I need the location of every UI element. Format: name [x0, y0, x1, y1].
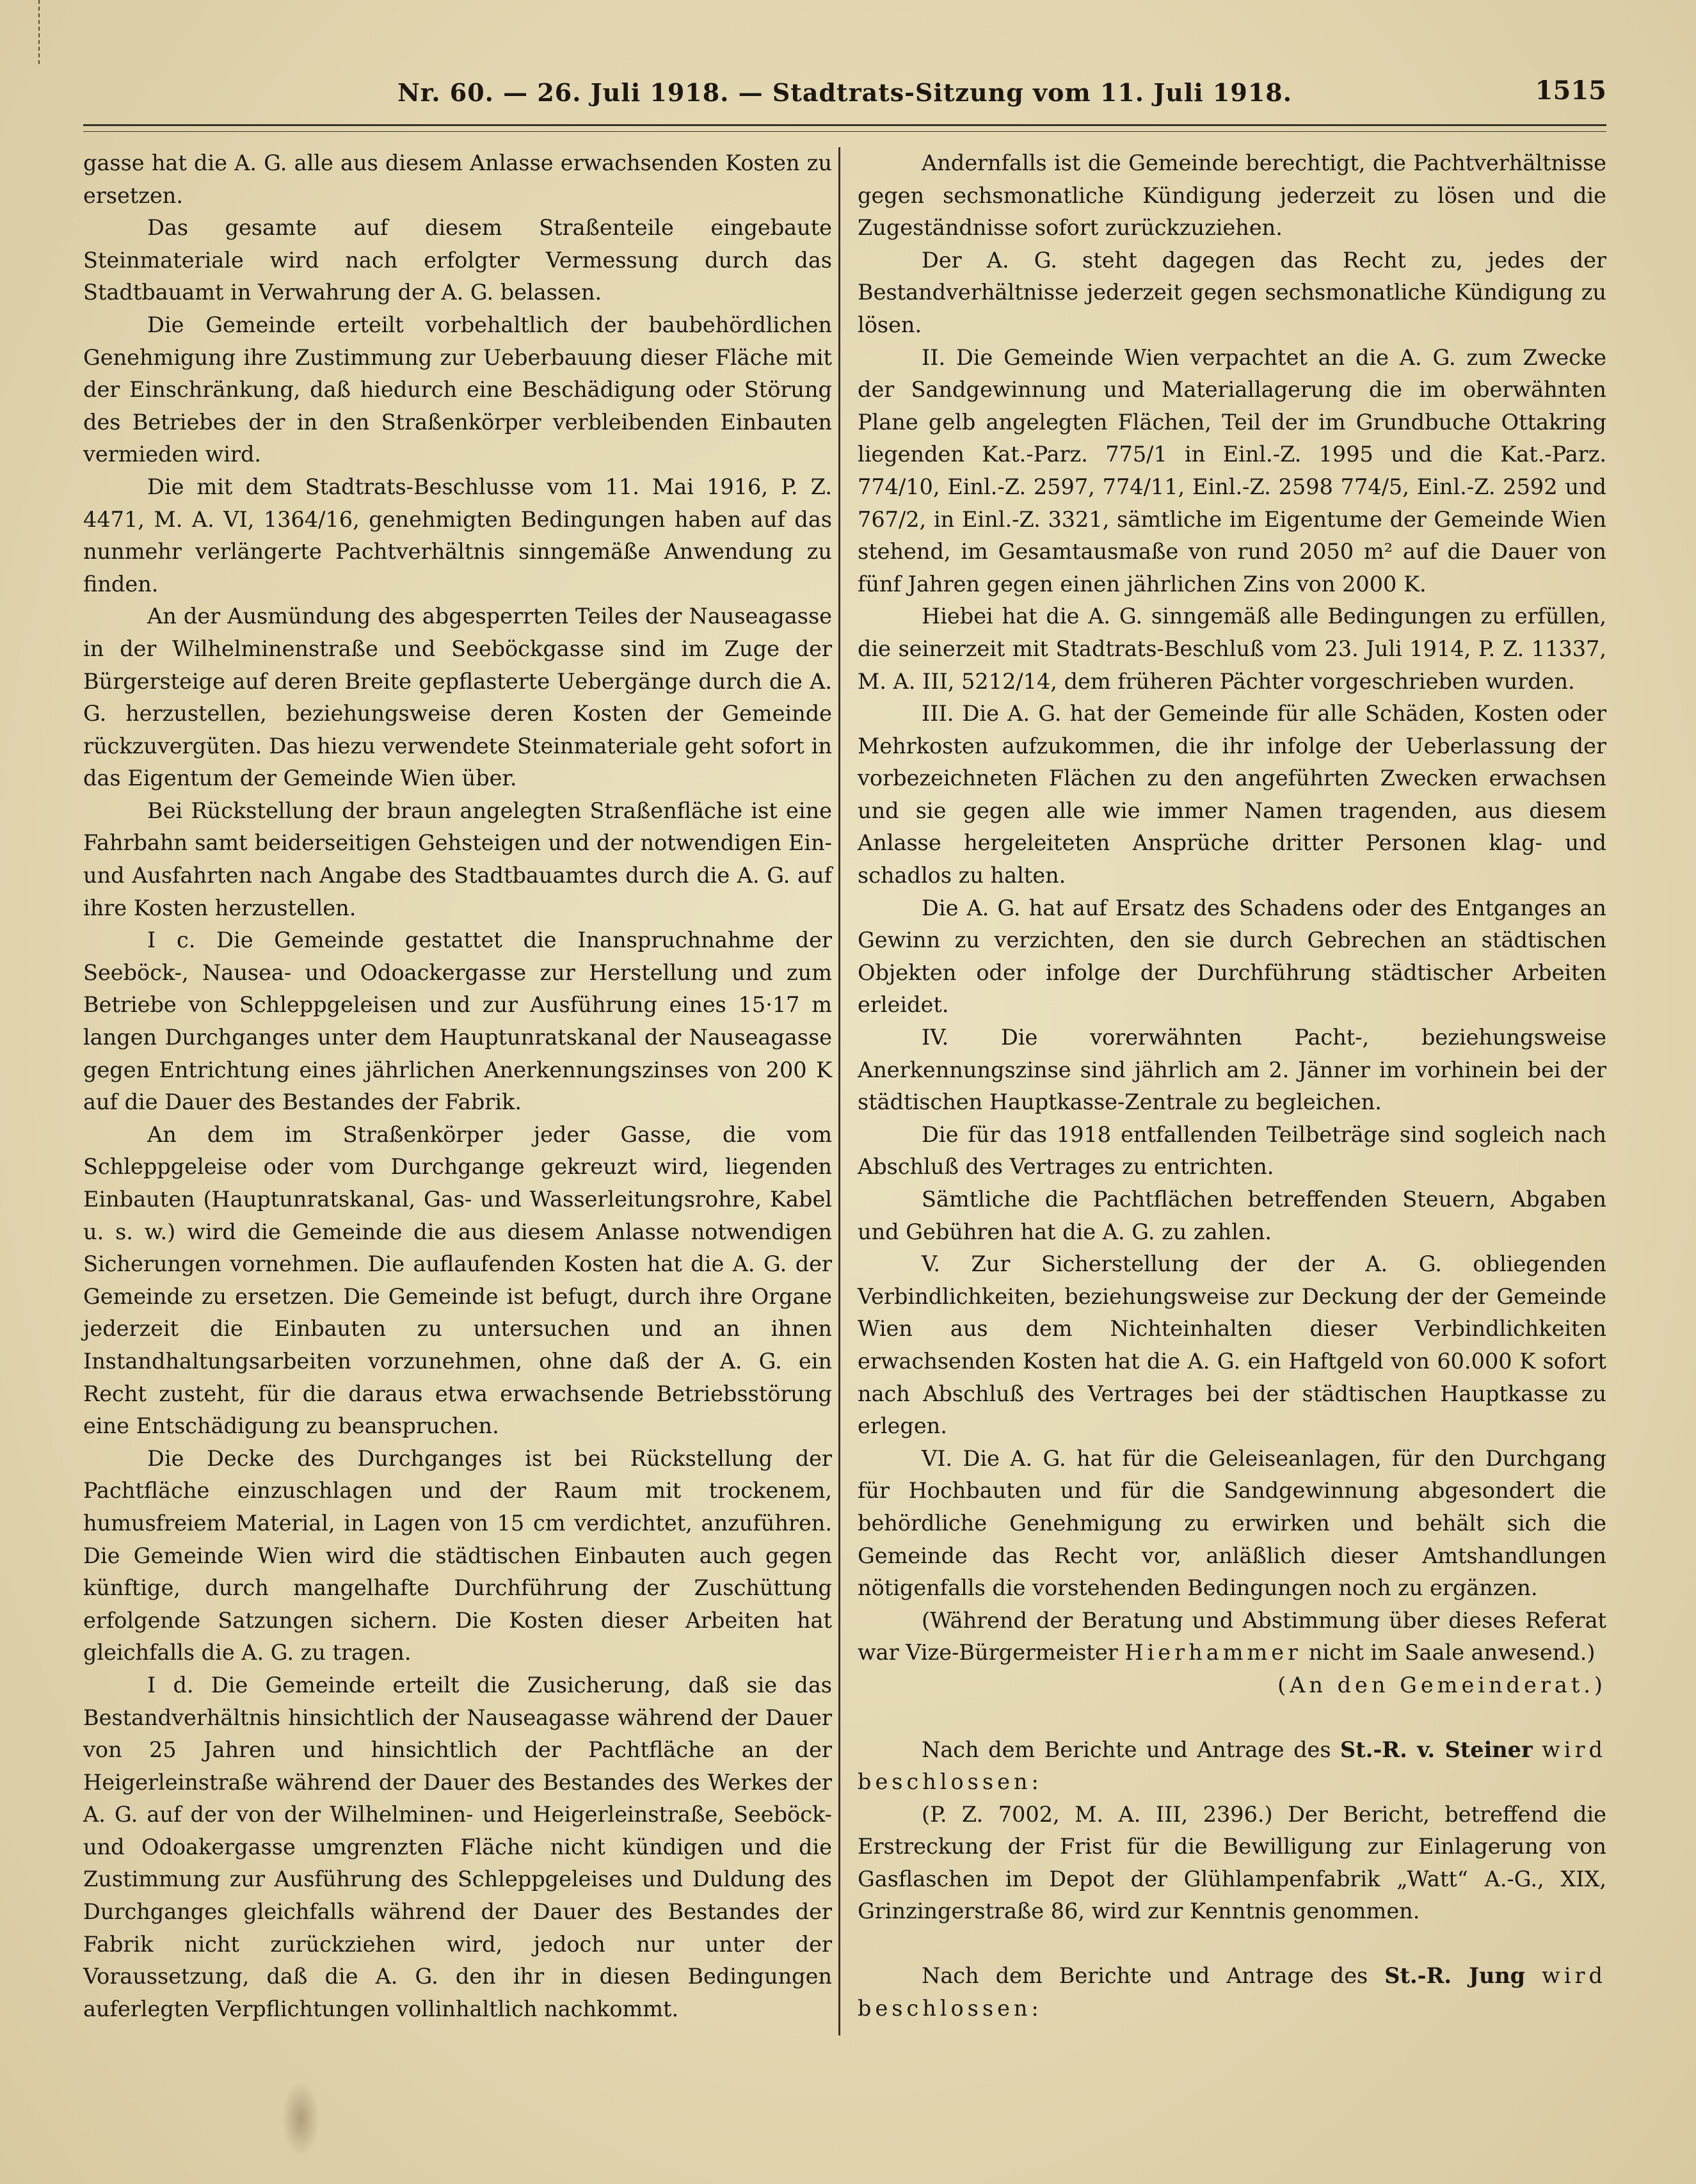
paragraph: Die für das 1918 entfallenden Teilbeträge sind sogleich nach Abschluß des Vertrages zu entrichten. [858, 1121, 1606, 1180]
page-edge-mark [38, 0, 42, 64]
paragraph: gasse hat die A. G. alle aus diesem Anlasse erwachsenden Kosten zu ersetzen. [83, 150, 832, 208]
header-title: Nr. 60. — 26. Juli 1918. — Stadtrats-Sitzung vom 11. Juli 1918. [397, 78, 1292, 107]
abstention-note [858, 1605, 1606, 1669]
decision-heading [858, 1960, 1606, 2025]
paragraph: An dem im Straßenkörper jeder Gasse, die vom Schleppgeleise oder vom Durchgange gekreuzt wird, liegenden Einbauten (Hauptunratskanal, Gas- und Wasserleitungsrohre, Kabel u. s. w.) wird die Gemeinde die aus diesem Anlasse notwendigen Sicherungen vornehmen. Die auflaufenden Kosten hat die A. G. der Gemeinde zu ersetzen. Die Gemeinde ist befugt, durch ihre Organe jederzeit die Einbauten zu untersuchen und an ihnen Instandhaltungsarbeiten vorzunehmen, ohne daß der A. G. ein Recht zusteht, für die daraus etwa erwachsende Betriebsstörung eine Entschädigung zu beanspruchen. [83, 1121, 832, 1439]
page-number: 1515 [1535, 76, 1606, 106]
paragraph: Die mit dem Stadtrats-Beschlusse vom 11. Mai 1916, P. Z. 4471, M. A. VI, 1364/16, genehmigten Bedingungen haben auf das nunmehr verlängerte Pachtverhältnis sinngemäße Anwendung zu finden. [83, 474, 832, 597]
paragraph: Die Decke des Durchganges ist bei Rückstellung der Pachtfläche einzuschlagen und der Raum mit trockenem, humusfreiem Material, in Lagen von 15 cm verdichtet, anzuführen. Die Gemeinde Wien wird die städtischen Einbauten auch gegen künftige, durch mangelhafte Durchführung der Zuschüttung erfolgende Satzungen sichern. Die Kosten dieser Arbeiten hat gleichfalls die A. G. zu tragen. [83, 1445, 832, 1666]
paragraph: IV. Die vorerwähnten Pacht-, beziehungsweise Anerkennungszinse sind jährlich am 2. Jänner im vorhinein bei der städtischen Hauptkasse-Zentrale zu begleichen. [858, 1025, 1606, 1115]
page-stain [282, 2080, 320, 2157]
section-gap [858, 1928, 1606, 1960]
paragraph: Andernfalls ist die Gemeinde berechtigt, die Pachtverhältnisse gegen sechsmonatliche Kündigung jederzeit zu lösen und die Zugeständnisse sofort zurückzuziehen. [858, 150, 1606, 241]
right-column [858, 147, 1606, 2093]
paragraph: VI. Die A. G. hat für die Geleiseanlagen, für den Durchgang für Hochbauten und für die Sandgewinnung abgesondert die behördliche Genehmigung zu erwirken und behält sich die Gemeinde das Recht vor, anläßlich dieser Amtshandlungen nötigenfalls die vorstehenden Bedingungen noch zu ergänzen. [858, 1445, 1606, 1601]
paragraph: III. Die A. G. hat der Gemeinde für alle Schäden, Kosten oder Mehrkosten aufzukommen, die ihr infolge der Ueberlassung der vorbezeichneten Flächen zu den angeführten Zwecken erwachsen und sie gegen alle wie immer Namen tragenden, aus diesem Anlasse hergeleiteten Ansprüche dritter Personen klag- und schadlos zu halten. [858, 701, 1606, 888]
referral-note: (An den Gemeinderat.) [1277, 1672, 1606, 1698]
paragraph: I d. Die Gemeinde erteilt die Zusicherung, daß sie das Bestandverhältnis hinsichtlich der Nauseagasse während der Dauer von 25 Jahren und hinsichtlich der Pachtfläche an der Heigerleinstraße während der Dauer des Bestandes des Werkes der A. G. auf der von der Wilhelminen- und Heigerleinstraße, Seeböck- und Odoakergasse umgrenzten Fläche nicht kündigen und die Zustimmung zur Ausführung des Schleppgeleises und Duldung des Durchganges gleichfalls während der Dauer des Bestandes der Fabrik nicht zurückziehen wird, jedoch nur unter der Voraussetzung, daß die A. G. den ihr in diesen Bedingungen auferlegten Verpflichtungen vollinhaltlich nachkommt. [83, 1672, 832, 2021]
left-column [83, 147, 832, 2093]
abstention-post: nicht im Saale anwesend.) [1308, 1640, 1596, 1666]
section-gap [858, 1702, 1606, 1734]
paragraph: Bei Rückstellung der braun angelegten Straßenfläche ist eine Fahrbahn samt beiderseitigen Gehsteigen und der notwendigen Ein- und Ausfahrten nach Angabe des Stadtbauamtes durch die A. G. auf ihre Kosten herzustellen. [83, 798, 832, 920]
paragraph: V. Zur Sicherstellung der der A. G. obliegenden Verbindlichkeiten, beziehungsweise zur Deckung der der Gemeinde Wien aus dem Nichteinhalten dieser Verbindlichkeiten erwachsenden Kosten hat die A. G. ein Haftgeld von 60.000 K sofort nach Abschluß des Vertrages bei der städtischen Hauptkasse zu erlegen. [858, 1251, 1606, 1439]
paragraph: Die A. G. hat auf Ersatz des Schadens oder des Entganges an Gewinn zu verzichten, den sie durch Gebrechen an städtischen Objekten oder infolge der Durchführung städtischer Arbeiten erleidet. [858, 895, 1606, 1018]
paragraph: An der Ausmündung des abgesperrten Teiles der Nauseagasse in der Wilhelminenstraße und Seeböckgasse sind im Zuge der Bürgersteige auf deren Breite gepflasterte Uebergänge durch die A. G. herzustellen, beziehungsweise deren Kosten der Gemeinde rückzuvergüten. Das hiezu verwendete Steinmateriale geht sofort in das Eigentum der Gemeinde Wien über. [83, 604, 832, 791]
decision-heading-post: wird beschlossen: [858, 1737, 1606, 1795]
paragraph: (P. Z. 7002, M. A. III, 2396.) Der Bericht, betreffend die Erstreckung der Frist für die Bewilligung zur Einlagerung von Gasflaschen im Depot der Glühlampenfabrik „Watt“ A.-G., XIX, Grinzingerstraße 86, wird zur Kenntnis genommen. [858, 1801, 1606, 1924]
decision-heading-pre: Nach dem Berichte und Antrage des [922, 1737, 1331, 1762]
paragraph: II. Die Gemeinde Wien verpachtet an die A. G. zum Zwecke der Sandgewinnung und Materiallagerung die im oberwähnten Plane gelb angelegten Flächen, Teil der im Grundbuche Ottakring liegenden Kat.-Parz. 775/1 in Einl.-Z. 1995 und die Kat.-Parz. 774/10, Einl.-Z. 2597, 774/11, Einl.-Z. 2598 774/5, Einl.-Z. 2592 und 767/2, in Einl.-Z. 3321, sämtliche im Eigentume der Gemeinde Wien stehend, im Gesamtausmaße von rund 2050 m² auf die Dauer von fünf Jahren gegen einen jährlichen Zins von 2000 K. [858, 344, 1606, 597]
paragraph: I c. Die Gemeinde gestattet die Inanspruchnahme der Seeböck-, Nausea- und Odoackergasse zur Herstellung und zum Betriebe von Schleppgeleisen und zur Ausführung eines 15·17 m langen Durchganges unter dem Hauptunratskanal der Nauseagasse gegen Entrichtung eines jährlichen Anerkennungszinses von 200 K auf die Dauer des Bestandes der Fabrik. [83, 927, 832, 1115]
abstention-name: Hierhammer [1124, 1640, 1302, 1666]
decision-heading [858, 1734, 1606, 1799]
decision-heading-pre: Nach dem Berichte und Antrage des [922, 1963, 1368, 1989]
paragraph: Der A. G. steht dagegen das Recht zu, jedes der Bestandverhältnisse jederzeit gegen sechsmonatliche Kündigung zu lösen. [858, 247, 1606, 337]
paragraph: Sämtliche die Pachtflächen betreffenden Steuern, Abgaben und Gebühren hat die A. G. zu zahlen. [858, 1187, 1606, 1244]
abstention-pre: (Während der Beratung und Abstimmung über dieses Referat war Vize-Bürgermeister [858, 1607, 1606, 1666]
page-header [83, 72, 1606, 116]
councillor-name: St.-R. Jung [1384, 1963, 1526, 1989]
paragraph: Die Gemeinde erteilt vorbehaltlich der baubehördlichen Genehmigung ihre Zustimmung zur Ueberbauung dieser Fläche mit der Einschränkung, daß hiedurch eine Beschädigung oder Störung des Betriebes der in den Straßenkörper verbleibenden Einbauten vermieden wird. [83, 312, 832, 467]
header-rule [83, 124, 1606, 132]
column-divider [838, 147, 840, 2035]
paragraph: Hiebei hat die A. G. sinngemäß alle Bedingungen zu erfüllen, die seinerzeit mit Stadtrats-Beschluß vom 23. Juli 1914, P. Z. 11337, M. A. III, 5212/14, dem früheren Pächter vorgeschrieben wurden. [858, 604, 1606, 694]
decision-heading-post: wird beschlossen: [858, 1963, 1607, 2021]
councillor-name: St.-R. v. Steiner [1340, 1737, 1533, 1762]
paragraph: Das gesamte auf diesem Straßenteile eingebaute Steinmateriale wird nach erfolgter Vermessung durch das Stadtbauamt in Verwahrung der A. G. belassen. [83, 215, 832, 305]
